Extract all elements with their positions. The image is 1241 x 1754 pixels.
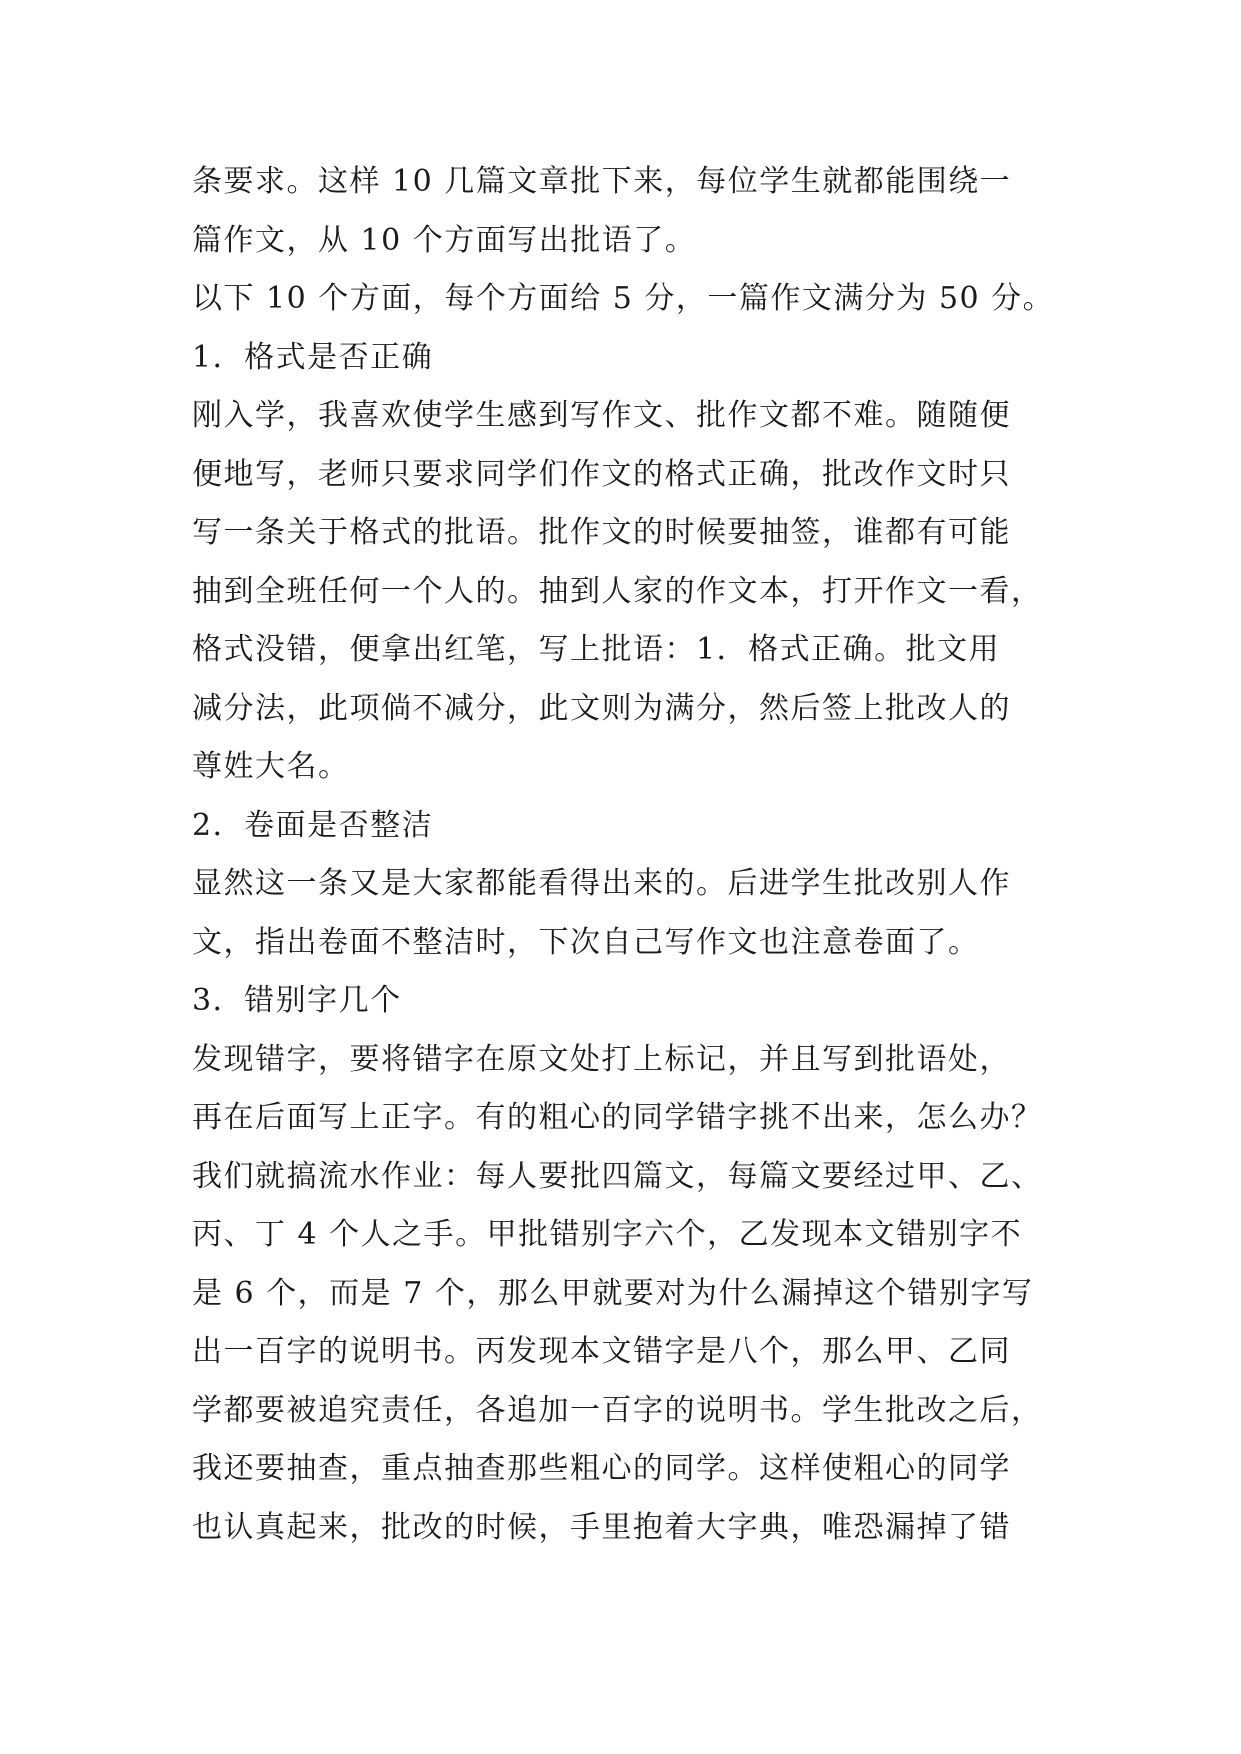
text-line: 格式没错，便拿出红笔，写上批语：1．格式正确。批文用	[192, 632, 1001, 667]
text-line: 我还要抽查，重点抽查那些粗心的同学。这样使粗心的同学	[192, 1451, 1011, 1486]
text-line: 便地写，老师只要求同学们作文的格式正确，批改作文时只	[192, 456, 1011, 492]
text-line: 条要求。这样 10 几篇文章批下来，每位学生就都能围绕一	[192, 164, 1012, 199]
text-line: 篇作文，从 10 个方面写出批语了。	[192, 222, 697, 258]
text-line: 也认真起来，批改的时候，手里抱着大字典，唯恐漏掉了错	[192, 1509, 1011, 1545]
text-line: 我们就搞流水作业：每人要批四篇文，每篇文要经过甲、乙、	[192, 1158, 1043, 1194]
text-line: 是 6 个，而是 7 个，那么甲就要对为什么漏掉这个错别字写	[192, 1275, 1034, 1311]
text-line: 抽到全班任何一个人的。抽到人家的作文本，打开作文一看，	[192, 573, 1043, 609]
text-line: 写一条关于格式的批语。批作文的时候要抽签，谁都有可能	[192, 515, 1011, 550]
text-line: 再在后面写上正字。有的粗心的同学错字挑不出来，怎么办？	[192, 1100, 1043, 1135]
text-line: 学都要被追究责任，各追加一百字的说明书。学生批改之后，	[192, 1392, 1043, 1428]
text-line: 发现错字，要将错字在原文处打上标记，并且写到批语处，	[192, 1041, 1011, 1077]
text-line: 减分法，此项倘不减分，此文则为满分，然后签上批改人的	[192, 690, 1011, 726]
body-text	[192, 153, 1072, 1557]
text-line: 丙、丁 4 个人之手。甲批错别字六个，乙发现本文错别字不	[192, 1217, 1023, 1252]
section-heading: 1．格式是否正确	[192, 339, 434, 375]
section-heading: 2．卷面是否整洁	[192, 807, 434, 843]
section-heading: 3．错别字几个	[192, 983, 402, 1018]
text-line: 尊姓大名。	[192, 749, 350, 784]
text-line: 出一百字的说明书。丙发现本文错字是八个，那么甲、乙同	[192, 1334, 1011, 1369]
text-line: 显然这一条又是大家都能看得出来的。后进学生批改别人作	[192, 866, 1011, 901]
text-line: 文，指出卷面不整洁时，下次自己写作文也注意卷面了。	[192, 924, 980, 960]
text-line: 刚入学，我喜欢使学生感到写作文、批作文都不难。随随便	[192, 398, 1011, 433]
text-line: 以下 10 个方面，每个方面给 5 分，一篇作文满分为 50 分。	[192, 281, 1055, 316]
